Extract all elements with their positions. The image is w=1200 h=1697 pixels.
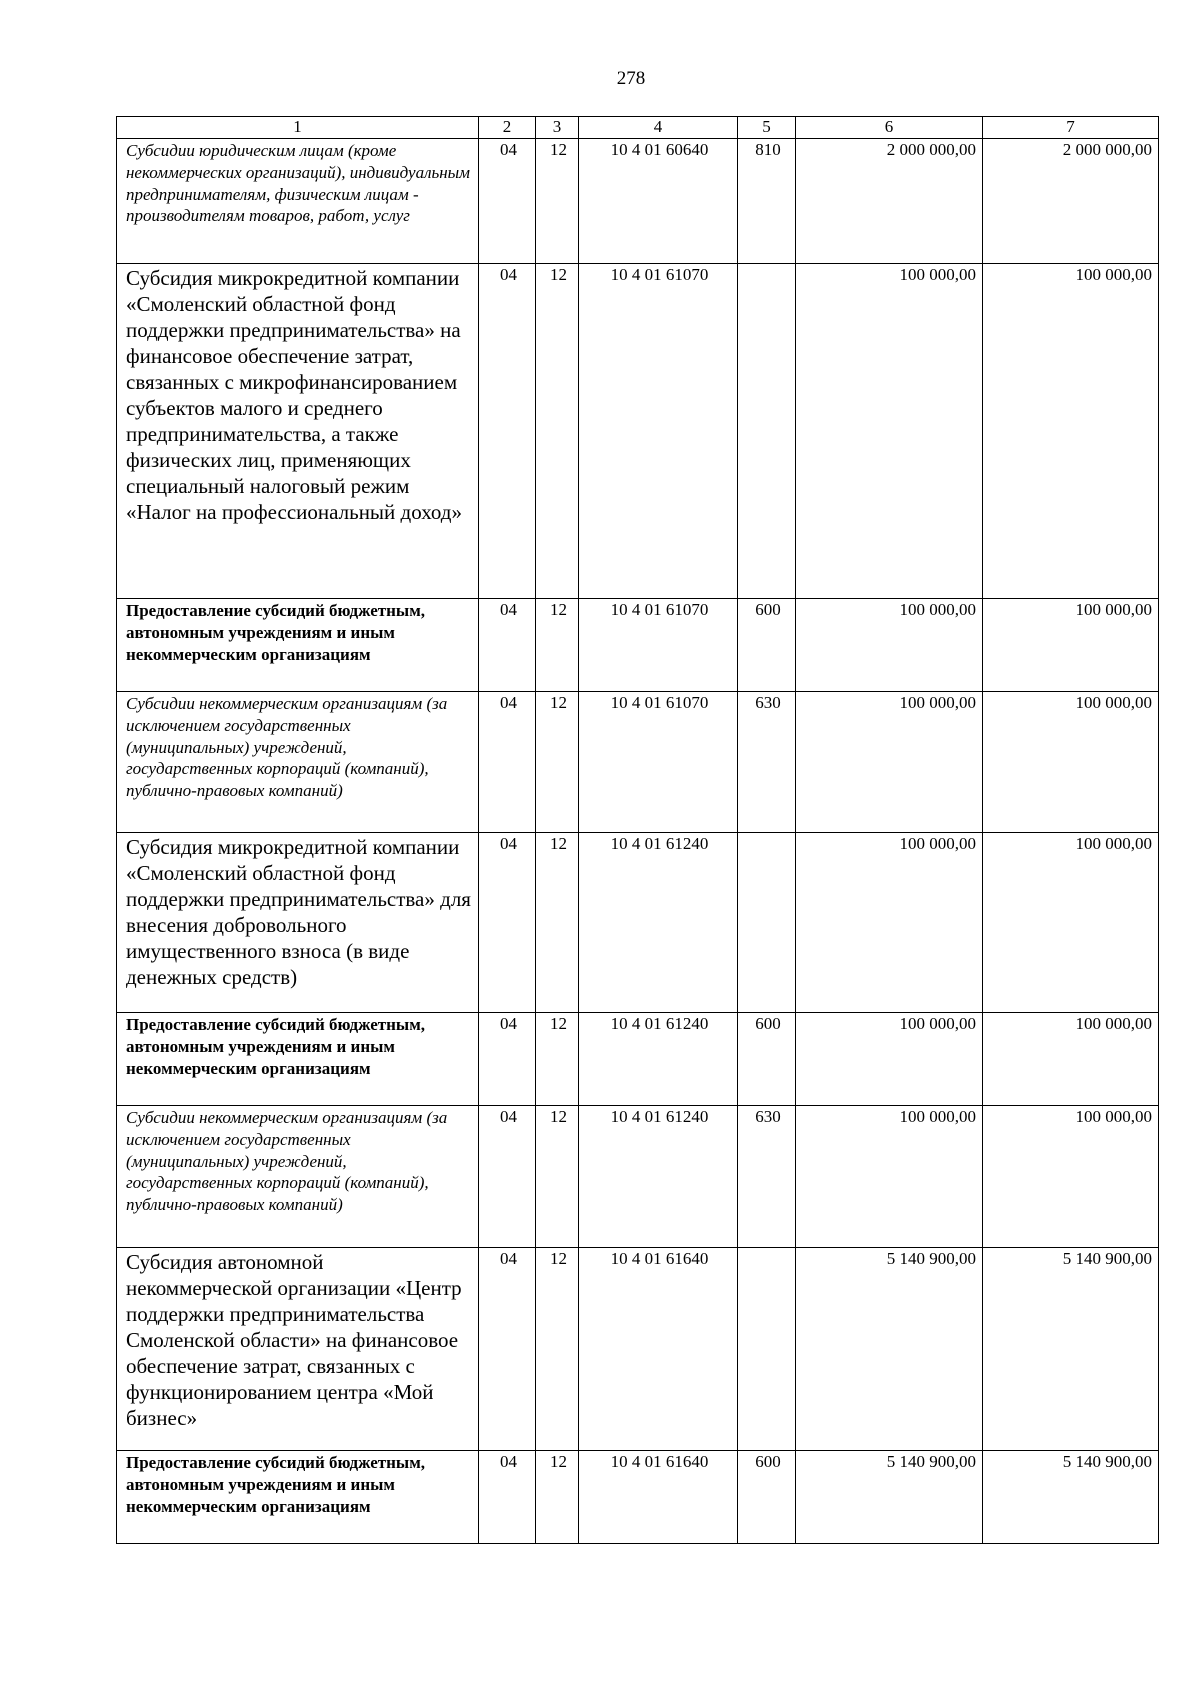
- subsection-code: 12: [536, 139, 579, 264]
- header-cell: 5: [738, 117, 796, 139]
- table-row: [117, 1451, 1159, 1544]
- amount-year-2: 100 000,00: [983, 692, 1159, 833]
- target-article-code: 10 4 01 61240: [579, 833, 738, 1013]
- target-article-code: 10 4 01 61640: [579, 1451, 738, 1544]
- table-row: [117, 1013, 1159, 1106]
- target-article-code: 10 4 01 60640: [579, 139, 738, 264]
- amount-year-2: 5 140 900,00: [983, 1248, 1159, 1451]
- section-code: 04: [479, 264, 536, 599]
- expense-type-code: 600: [738, 1013, 796, 1106]
- target-article-code: 10 4 01 61070: [579, 692, 738, 833]
- expense-description: Субсидия микрокредитной компании «Смоленский областной фонд поддержки предпринимательства» на финансовое обеспечение затрат, связанных с микрофинансированием субъектов малого и среднего предпринимательства, а также физических лиц, применяющих специальный налоговый режим «Налог на профессиональный доход»: [117, 264, 479, 599]
- subsection-code: 12: [536, 1106, 579, 1248]
- expense-description: Предоставление субсидий бюджетным, автономным учреждениям и иным некоммерческим организациям: [117, 1013, 479, 1106]
- subsection-code: 12: [536, 1451, 579, 1544]
- section-code: 04: [479, 692, 536, 833]
- subsection-code: 12: [536, 264, 579, 599]
- amount-year-1: 2 000 000,00: [796, 139, 983, 264]
- table-row: [117, 692, 1159, 833]
- subsection-code: 12: [536, 833, 579, 1013]
- expense-type-code: 630: [738, 1106, 796, 1248]
- amount-year-2: 100 000,00: [983, 833, 1159, 1013]
- expense-type-code: [738, 264, 796, 599]
- section-code: 04: [479, 139, 536, 264]
- section-code: 04: [479, 1451, 536, 1544]
- target-article-code: 10 4 01 61070: [579, 599, 738, 692]
- section-code: 04: [479, 1013, 536, 1106]
- header-cell: 1: [117, 117, 479, 139]
- header-cell: 4: [579, 117, 738, 139]
- page-number: 278: [616, 68, 646, 89]
- amount-year-2: 5 140 900,00: [983, 1451, 1159, 1544]
- expense-description: Субсидии некоммерческим организациям (за исключением государственных (муниципальных) учреждений, государственных корпораций (компаний), публично-правовых компаний): [117, 1106, 479, 1248]
- amount-year-1: 100 000,00: [796, 1013, 983, 1106]
- expense-description: Предоставление субсидий бюджетным, автономным учреждениям и иным некоммерческим организациям: [117, 599, 479, 692]
- amount-year-2: 100 000,00: [983, 599, 1159, 692]
- expense-type-code: [738, 833, 796, 1013]
- expense-description: Субсидия автономной некоммерческой организации «Центр поддержки предпринимательства Смоленской области» на финансовое обеспечение затрат, связанных с функционированием центра «Мой бизнес»: [117, 1248, 479, 1451]
- amount-year-1: 100 000,00: [796, 264, 983, 599]
- expense-type-code: [738, 1248, 796, 1451]
- target-article-code: 10 4 01 61640: [579, 1248, 738, 1451]
- header-cell: 2: [479, 117, 536, 139]
- table-row: [117, 1106, 1159, 1248]
- table-row: [117, 833, 1159, 1013]
- amount-year-1: 100 000,00: [796, 833, 983, 1013]
- amount-year-1: 5 140 900,00: [796, 1451, 983, 1544]
- header-cell: 6: [796, 117, 983, 139]
- header-row: [117, 117, 1159, 139]
- amount-year-2: 100 000,00: [983, 1106, 1159, 1248]
- section-code: 04: [479, 833, 536, 1013]
- amount-year-1: 100 000,00: [796, 599, 983, 692]
- header-cell: 7: [983, 117, 1159, 139]
- amount-year-2: 100 000,00: [983, 264, 1159, 599]
- amount-year-2: 100 000,00: [983, 1013, 1159, 1106]
- table-row: [117, 599, 1159, 692]
- amount-year-1: 100 000,00: [796, 692, 983, 833]
- expense-type-code: 600: [738, 599, 796, 692]
- expense-description: Субсидии некоммерческим организациям (за исключением государственных (муниципальных) учреждений, государственных корпораций (компаний), публично-правовых компаний): [117, 692, 479, 833]
- expense-type-code: 630: [738, 692, 796, 833]
- budget-table: [116, 116, 1159, 1544]
- header-cell: 3: [536, 117, 579, 139]
- expense-type-code: 600: [738, 1451, 796, 1544]
- subsection-code: 12: [536, 599, 579, 692]
- expense-description: Субсидии юридическим лицам (кроме некоммерческих организаций), индивидуальным предпринимателям, физическим лицам - производителям товаров, работ, услуг: [117, 139, 479, 264]
- section-code: 04: [479, 599, 536, 692]
- target-article-code: 10 4 01 61240: [579, 1106, 738, 1248]
- target-article-code: 10 4 01 61070: [579, 264, 738, 599]
- section-code: 04: [479, 1106, 536, 1248]
- expense-description: Предоставление субсидий бюджетным, автономным учреждениям и иным некоммерческим организациям: [117, 1451, 479, 1544]
- expense-description: Субсидия микрокредитной компании «Смоленский областной фонд поддержки предпринимательства» для внесения добровольного имущественного взноса (в виде денежных средств): [117, 833, 479, 1013]
- table-row: [117, 1248, 1159, 1451]
- table-row: [117, 264, 1159, 599]
- amount-year-1: 5 140 900,00: [796, 1248, 983, 1451]
- table-row: [117, 139, 1159, 264]
- subsection-code: 12: [536, 1013, 579, 1106]
- subsection-code: 12: [536, 692, 579, 833]
- amount-year-1: 100 000,00: [796, 1106, 983, 1248]
- subsection-code: 12: [536, 1248, 579, 1451]
- target-article-code: 10 4 01 61240: [579, 1013, 738, 1106]
- section-code: 04: [479, 1248, 536, 1451]
- expense-type-code: 810: [738, 139, 796, 264]
- amount-year-2: 2 000 000,00: [983, 139, 1159, 264]
